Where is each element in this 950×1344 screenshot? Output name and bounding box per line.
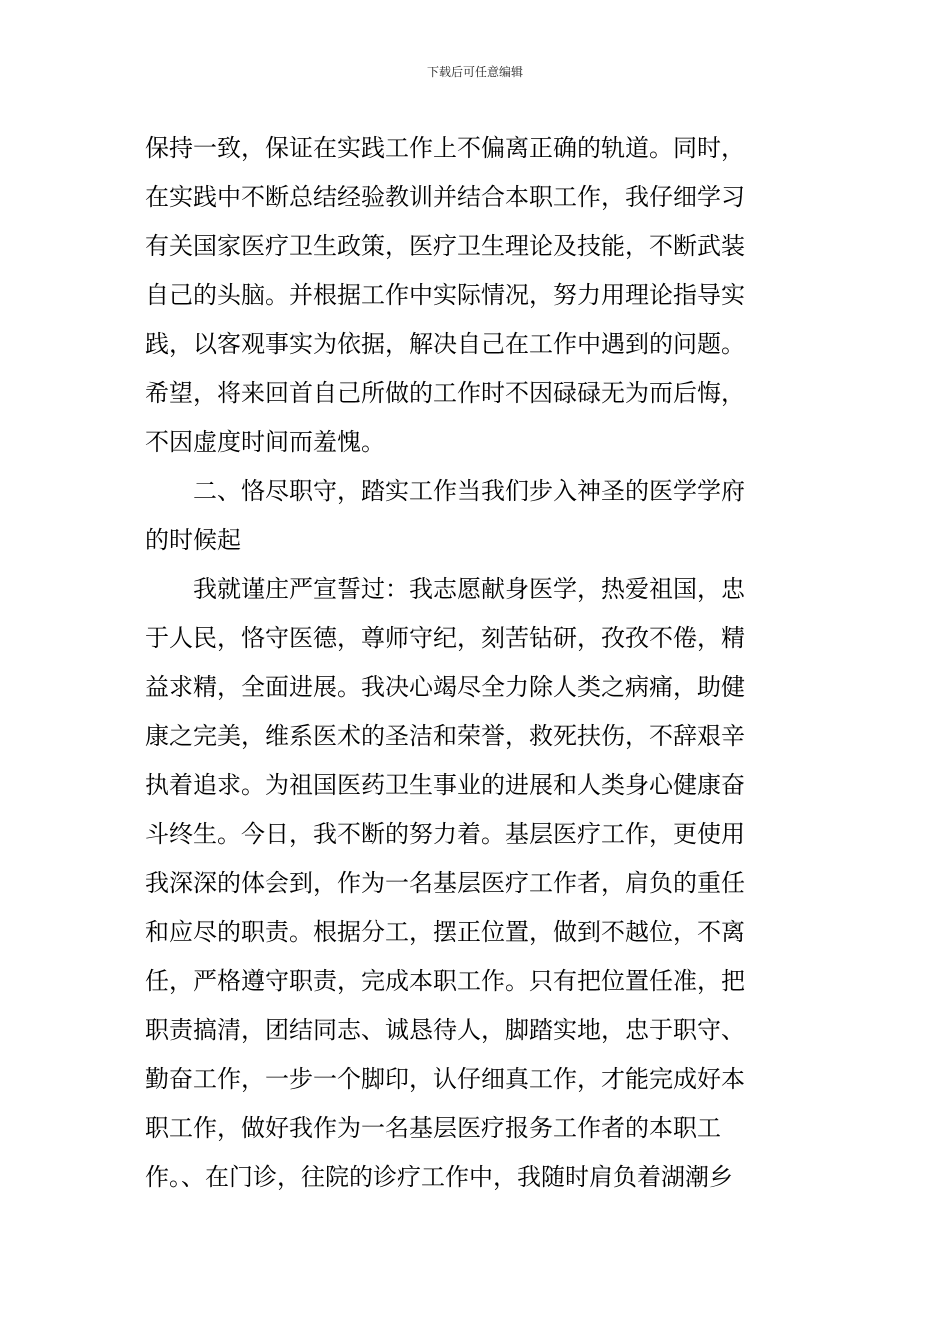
text-line: 斗终生。今日，我不断的努力着。基层医疗工作，更使用 xyxy=(145,820,745,848)
text-line: 任，严格遵守职责，完成本职工作。只有把位置任准，把 xyxy=(145,967,745,995)
text-line: 有关国家医疗卫生政策，医疗卫生理论及技能，不断武装 xyxy=(145,232,745,260)
page-header: 下载后可任意编辑 xyxy=(426,65,523,79)
text-line: 益求精，全面进展。我决心竭尽全力除人类之病痛，助健 xyxy=(145,673,745,701)
text-line: 在实践中不断总结经验教训并结合本职工作，我仔细学习 xyxy=(145,183,745,211)
text-line: 我深深的体会到，作为一名基层医疗工作者，肩负的重任 xyxy=(145,869,745,897)
text-line: 践，以客观事实为依据，解决自己在工作中遇到的问题。 xyxy=(145,330,745,358)
text-line: 不因虚度时间而羞愧。 xyxy=(145,428,385,456)
text-line: 保持一致，保证在实践工作上不偏离正确的轨道。同时， xyxy=(145,134,745,162)
text-line: 康之完美，维系医术的圣洁和荣誉，救死扶伤，不辞艰辛 xyxy=(145,722,745,750)
text-line: 职工作，做好我作为一名基层医疗报务工作者的本职工 xyxy=(145,1114,721,1142)
section-heading-line: 的时候起 xyxy=(145,526,241,554)
text-line: 自己的头脑。并根据工作中实际情况，努力用理论指导实 xyxy=(145,281,745,309)
text-line: 职责搞清，团结同志、诚恳待人，脚踏实地，忠于职守、 xyxy=(145,1016,745,1044)
text-line: 和应尽的职责。根据分工，摆正位置，做到不越位，不离 xyxy=(145,918,745,946)
text-line: 希望，将来回首自己所做的工作时不因碌碌无为而后悔， xyxy=(145,379,745,407)
text-line: 执着追求。为祖国医药卫生事业的进展和人类身心健康奋 xyxy=(145,771,745,799)
document-body xyxy=(145,124,825,1202)
text-line: 作。、在门诊，往院的诊疗工作中，我随时肩负着湖潮乡 xyxy=(145,1163,733,1191)
text-line: 于人民，恪守医德，尊师守纪，刻苦钻研，孜孜不倦，精 xyxy=(145,624,745,652)
section-heading-line: 二、恪尽职守，踏实工作当我们步入神圣的医学学府 xyxy=(145,477,745,505)
text-line: 我就谨庄严宣誓过：我志愿献身医学，热爱祖国，忠 xyxy=(145,575,745,603)
text-line: 勤奋工作，一步一个脚印，认仔细真工作，才能完成好本 xyxy=(145,1065,745,1093)
